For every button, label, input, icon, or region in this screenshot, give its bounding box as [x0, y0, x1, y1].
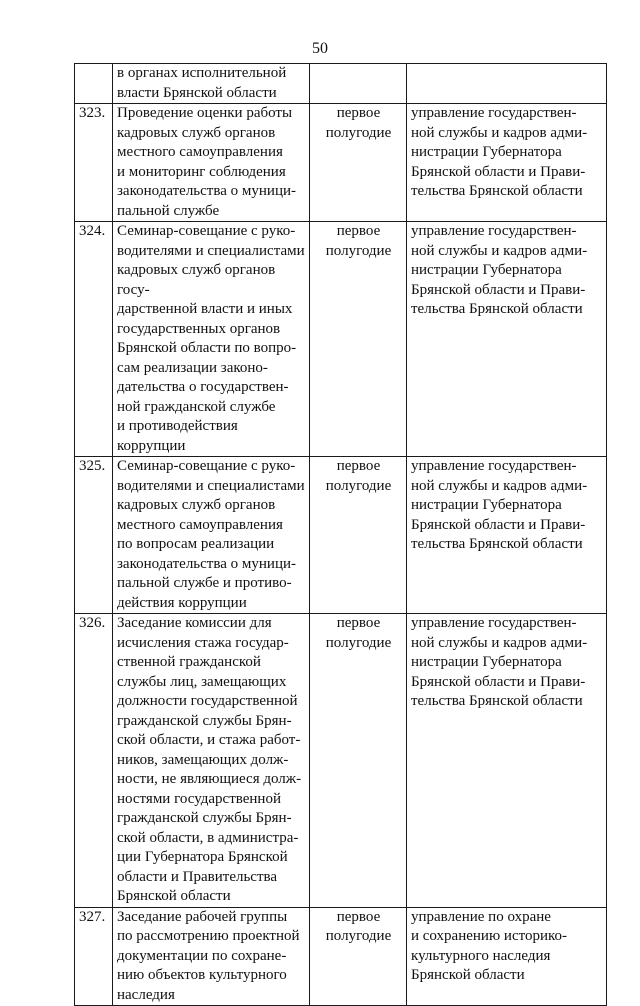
responsible-cell: управление государствен- ной службы и кадров адми- нистрации Губернатора Брянской области и Прави- тельства Брянской области: [407, 457, 607, 614]
item-number-cell: 326.: [75, 614, 113, 908]
item-number-cell: 324.: [75, 222, 113, 457]
event-cell: в органах исполнительной власти Брянской области: [113, 64, 310, 104]
term-cell: первое полугодие: [310, 457, 407, 614]
term-cell: первое полугодие: [310, 614, 407, 908]
table-row: [75, 907, 607, 1006]
page-number: 50: [312, 40, 328, 57]
responsible-cell: управление государствен- ной службы и кадров адми- нистрации Губернатора Брянской области и Прави- тельства Брянской области: [407, 104, 607, 222]
event-cell: Заседание рабочей группы по рассмотрению проектной документации по сохране- нию объектов культурного наследия: [113, 907, 310, 1006]
term-cell: первое полугодие: [310, 222, 407, 457]
event-cell: Семинар-совещание с руко- водителями и специалистами кадровых служб органов местного самоуправления по вопросам реализации законодательства о муници- пальной службе и противо- действия коррупции: [113, 457, 310, 614]
responsible-cell: управление по охране и сохранению историко- культурного наследия Брянской области: [407, 907, 607, 1006]
term-cell: первое полугодие: [310, 104, 407, 222]
event-cell: Проведение оценки работы кадровых служб органов местного самоуправления и мониторинг соблюдения законодательства о муници- пальной службе: [113, 104, 310, 222]
responsible-cell: управление государствен- ной службы и кадров адми- нистрации Губернатора Брянской области и Прави- тельства Брянской области: [407, 222, 607, 457]
responsible-cell: [407, 64, 607, 104]
table-row-continuation: [75, 64, 607, 104]
table-row: [75, 457, 607, 614]
item-number-cell: 323.: [75, 104, 113, 222]
term-cell: [310, 64, 407, 104]
term-cell: первое полугодие: [310, 907, 407, 1006]
item-number-cell: 325.: [75, 457, 113, 614]
responsible-cell: управление государствен- ной службы и кадров адми- нистрации Губернатора Брянской области и Прави- тельства Брянской области: [407, 614, 607, 908]
events-table: [74, 63, 607, 1006]
item-number-cell: 327.: [75, 907, 113, 1006]
event-cell: Заседание комиссии для исчисления стажа государ- ственной гражданской службы лиц, замещающих должности государственной гражданской службы Брян- ской области, и стажа работ- ников, замещающих долж- ности, не являющиеся долж- ностями государственной гражданской службы Брян- ской области, в администра- ции Губернатора Брянской области и Правительства Брянской области: [113, 614, 310, 908]
event-cell: Семинар-совещание с руко- водителями и специалистами кадровых служб органов госу- дарственной власти и иных государственных органов Брянской области по вопро- сам реализации законо- дательства о государствен- ной гражданской службе и противодействия коррупции: [113, 222, 310, 457]
item-number-cell: [75, 64, 113, 104]
table-row: [75, 614, 607, 908]
table-row: [75, 222, 607, 457]
table-row: [75, 104, 607, 222]
